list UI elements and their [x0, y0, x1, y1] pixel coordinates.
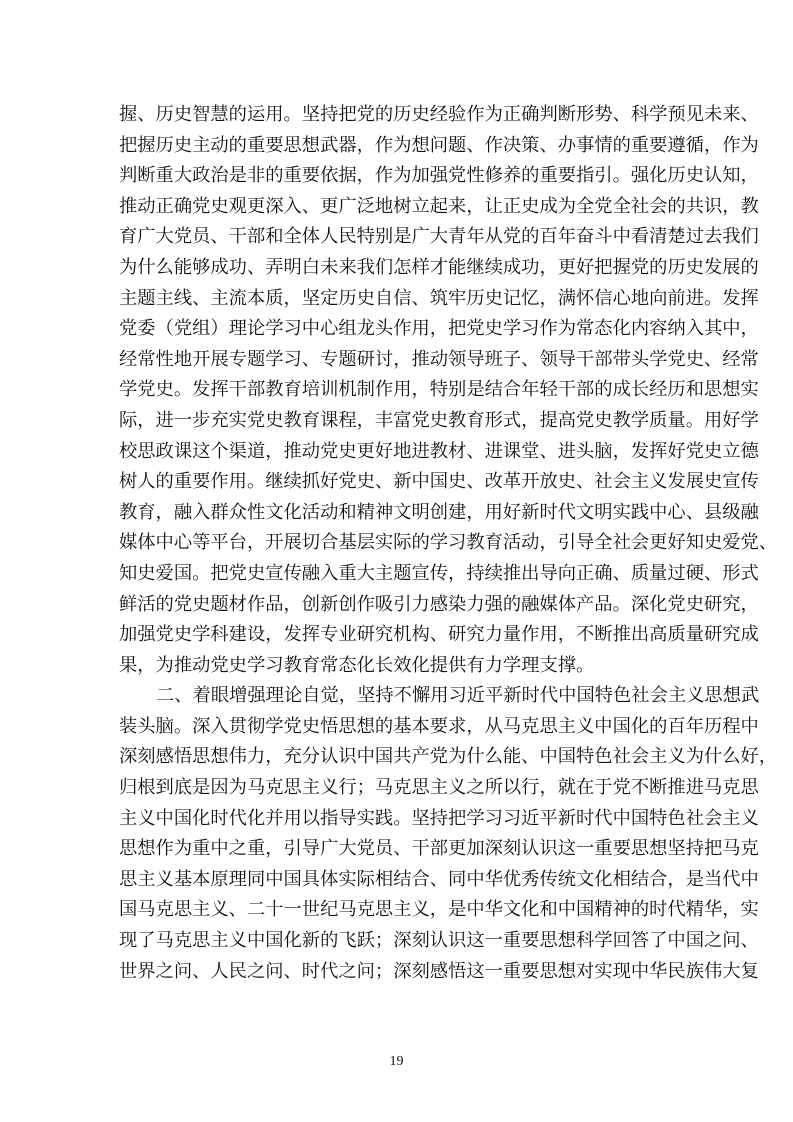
- text-line: 鲜活的党史题材作品，创新创作吸引力感染力强的融媒体产品。深化党史研究，: [119, 593, 759, 615]
- text-line: 把握历史主动的重要思想武器，作为想问题、作决策、办事情的重要遵循，作为: [119, 134, 759, 156]
- text-line: 思想作为重中之重，引导广大党员、干部更加深刻认识这一重要思想坚持把马克: [119, 838, 759, 860]
- text-line: 判断重大政治是非的重要依据，作为加强党性修养的重要指引。强化历史认知，: [119, 165, 759, 187]
- text-line: 世界之问、人民之问、时代之问；深刻感悟这一重要思想对实现中华民族伟大复: [119, 960, 759, 982]
- body-text: [119, 100, 778, 987]
- text-line: 思主义基本原理同中国具体实际相结合、同中华优秀传统文化相结合，是当代中: [119, 868, 759, 890]
- text-line: 现了马克思主义中国化新的飞跃；深刻认识这一重要思想科学回答了中国之问、: [119, 930, 759, 952]
- text-line: 媒体中心等平台，开展切合基层实际的学习教育活动，引导全社会更好知史爱党、: [119, 532, 778, 554]
- text-line: 深刻感悟思想伟力，充分认识中国共产党为什么能、中国特色社会主义为什么好，: [119, 746, 778, 768]
- text-line: 加强党史学科建设，发挥专业研究机构、研究力量作用，不断推出高质量研究成: [119, 624, 759, 646]
- text-line: 校思政课这个渠道，推动党史更好地进教材、进课堂、进头脑，发挥好党史立德: [119, 440, 759, 462]
- text-line: 为什么能够成功、弄明白未来我们怎样才能继续成功，更好把握党的历史发展的: [119, 256, 759, 278]
- text-line: 装头脑。深入贯彻学党史悟思想的基本要求，从马克思主义中国化的百年历程中: [119, 715, 759, 737]
- text-line: 果，为推动党史学习教育常态化长效化提供有力学理支撑。: [119, 654, 595, 676]
- text-line: 主题主线、主流本质，坚定历史自信、筑牢历史记忆，满怀信心地向前进。发挥: [119, 287, 759, 309]
- text-line: 握、历史智慧的运用。坚持把党的历史经验作为正确判断形势、科学预见未来、: [119, 104, 759, 125]
- text-line: 知史爱国。把党史宣传融入重大主题宣传，持续推出导向正确、质量过硬、形式: [119, 562, 759, 584]
- text-line: 经常性地开展专题学习、专题研讨，推动领导班子、领导干部带头学党史、经常: [119, 348, 759, 370]
- page-number: 19: [389, 1054, 404, 1069]
- text-line: 树人的重要作用。继续抓好党史、新中国史、改革开放史、社会主义发展史宣传: [119, 471, 759, 493]
- text-line: 学党史。发挥干部教育培训机制作用，特别是结合年轻干部的成长经历和思想实: [119, 379, 759, 401]
- text-line: 教育，融入群众性文化活动和精神文明创建，用好新时代文明实践中心、县级融: [119, 501, 759, 523]
- text-line: 育广大党员、干部和全体人民特别是广大青年从党的百年奋斗中看清楚过去我们: [119, 226, 759, 248]
- paragraph-start-line: 二、着眼增强理论自觉，坚持不懈用习近平新时代中国特色社会主义思想武: [156, 685, 760, 707]
- text-line: 国马克思主义、二十一世纪马克思主义，是中华文化和中国精神的时代精华，实: [119, 899, 759, 921]
- text-line: 归根到底是因为马克思主义行；马克思主义之所以行，就在于党不断推进马克思: [119, 777, 759, 799]
- text-line: 主义中国化时代化并用以指导实践。坚持把学习习近平新时代中国特色社会主义: [119, 807, 759, 829]
- text-line: 党委（党组）理论学习中心组龙头作用，把党史学习作为常态化内容纳入其中，: [119, 318, 759, 340]
- text-line: 推动正确党史观更深入、更广泛地树立起来，让正史成为全党全社会的共识，教: [119, 195, 759, 217]
- text-line: 际，进一步充实党史教育课程，丰富党史教育形式，提高党史教学质量。用好学: [119, 409, 759, 431]
